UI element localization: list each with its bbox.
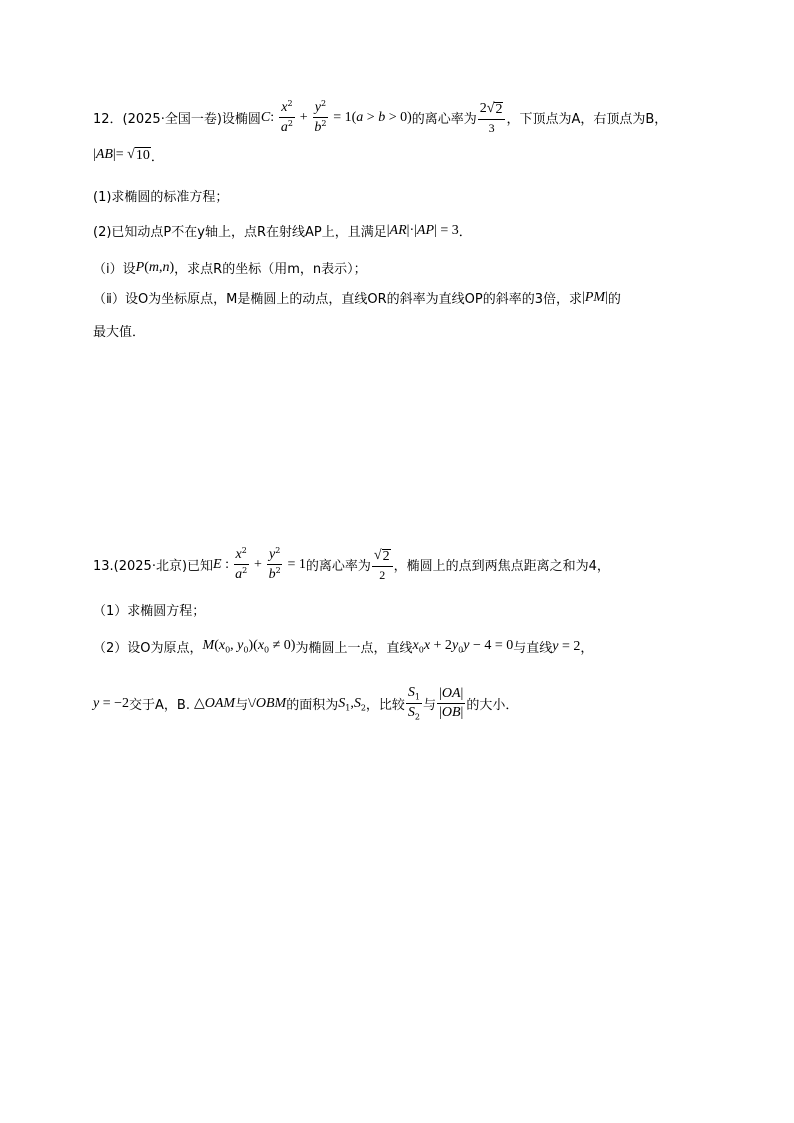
cont-mid: 与	[235, 698, 249, 714]
problem-13-part1	[93, 600, 205, 619]
problem-13-part2-cont	[93, 686, 518, 722]
cont-end: 的大小．	[466, 698, 519, 714]
part1-13-text: （1）求椭圆方程；	[93, 604, 206, 619]
part2-end: ．	[458, 225, 472, 240]
problem-12-prefix: 12．(2025·全国一卷)设椭圆	[93, 112, 261, 127]
part2-13-mid: 为椭圆上一点，直线	[295, 641, 413, 656]
problem-12-part2i	[93, 258, 367, 277]
problem-12-part1	[93, 186, 228, 205]
part1-text: (1)求椭圆的标准方程；	[93, 190, 229, 205]
problem-13-ecc-text: 的离心率为	[305, 559, 371, 574]
part2ii-text: （ⅱ）设O为坐标原点，M是椭圆上的动点，直线OR的斜率为直线OP的斜率的3倍，求	[93, 292, 583, 307]
problem-13-sum-text: ，椭圆上的点到两焦点距离之和为4，	[393, 559, 610, 574]
ab-length-equation: |AB|= √ 10	[93, 147, 150, 163]
line-y-neg2: y = −2	[93, 695, 130, 711]
problem-12-part2	[93, 221, 472, 240]
cont-start: 交于A，B.	[129, 698, 190, 714]
ar-ap-product-equation: |AR|·|AP| = 3	[386, 222, 459, 238]
line-end-punct: ．	[150, 150, 164, 165]
ellipse-e-equation: E : $\frac{x^2}{a^2}$ + $\frac{y^2}{b^2}$ = 1	[213, 546, 306, 582]
triangle-oam: △OAM	[193, 696, 236, 712]
eccentricity-value: 2 √ 2 3	[478, 102, 506, 134]
part2-13-mid2: 与直线	[513, 641, 553, 656]
part2ii-cont: 最大值．	[93, 325, 146, 340]
problem-13-part2	[93, 637, 593, 656]
part2-text: (2)已知动点P不在y轴上，点R在射线AP上，且满足	[93, 225, 387, 240]
areas-s1-s2: $S_1,S_2$	[338, 695, 366, 713]
part2-13-text: （2）设O为原点，	[93, 641, 203, 656]
triangle-obm: \/OBM	[248, 695, 287, 711]
eccentricity-value-13: √ 2 2	[372, 549, 393, 581]
point-p-coords: P(m,n)	[135, 259, 175, 275]
cont-mid4: 与	[423, 698, 437, 714]
problem-13-prefix: 13.(2025·北京)已知	[93, 559, 214, 574]
ellipse-c-equation: C: $\frac{x^2}{a^2}$ + $\frac{y^2}{b^2}$ = 1(a > b > 0)	[260, 99, 412, 135]
problem-12-part2ii	[93, 288, 621, 307]
cont-mid2: 的面积为	[286, 698, 339, 714]
problem-13-stem	[93, 547, 610, 582]
point-m-coords: $M(x_0$, $y_0)(x_0 \ne 0)$	[202, 638, 296, 655]
part2i-text: （i）设	[93, 262, 136, 277]
problem-12-vertices-text: ，下顶点为A，右顶点为B，	[506, 112, 668, 127]
line-y-2: y = 2	[552, 638, 581, 654]
pm-abs: |PM|	[582, 289, 608, 305]
part2i-mid: ，求点R的坐标（用m，n表示）；	[174, 262, 367, 277]
part2-13-end: ，	[580, 641, 594, 656]
problem-12-part2ii-cont	[93, 321, 145, 340]
line-equation: $x_0x + 2y_0y - 4 = 0$	[412, 638, 514, 655]
problem-12-stem-line2	[93, 146, 164, 165]
ratio-s1-s2: $\frac{S_1}{S_2}$	[407, 685, 421, 722]
problem-12-stem-line1	[93, 100, 667, 135]
problem-12-ecc-text: 的离心率为	[411, 112, 477, 127]
ratio-oa-ob: $\frac{|OA|}{|OB|}$	[439, 686, 464, 721]
cont-mid3: ，比较	[365, 698, 405, 714]
part2ii-end: 的	[607, 292, 621, 307]
